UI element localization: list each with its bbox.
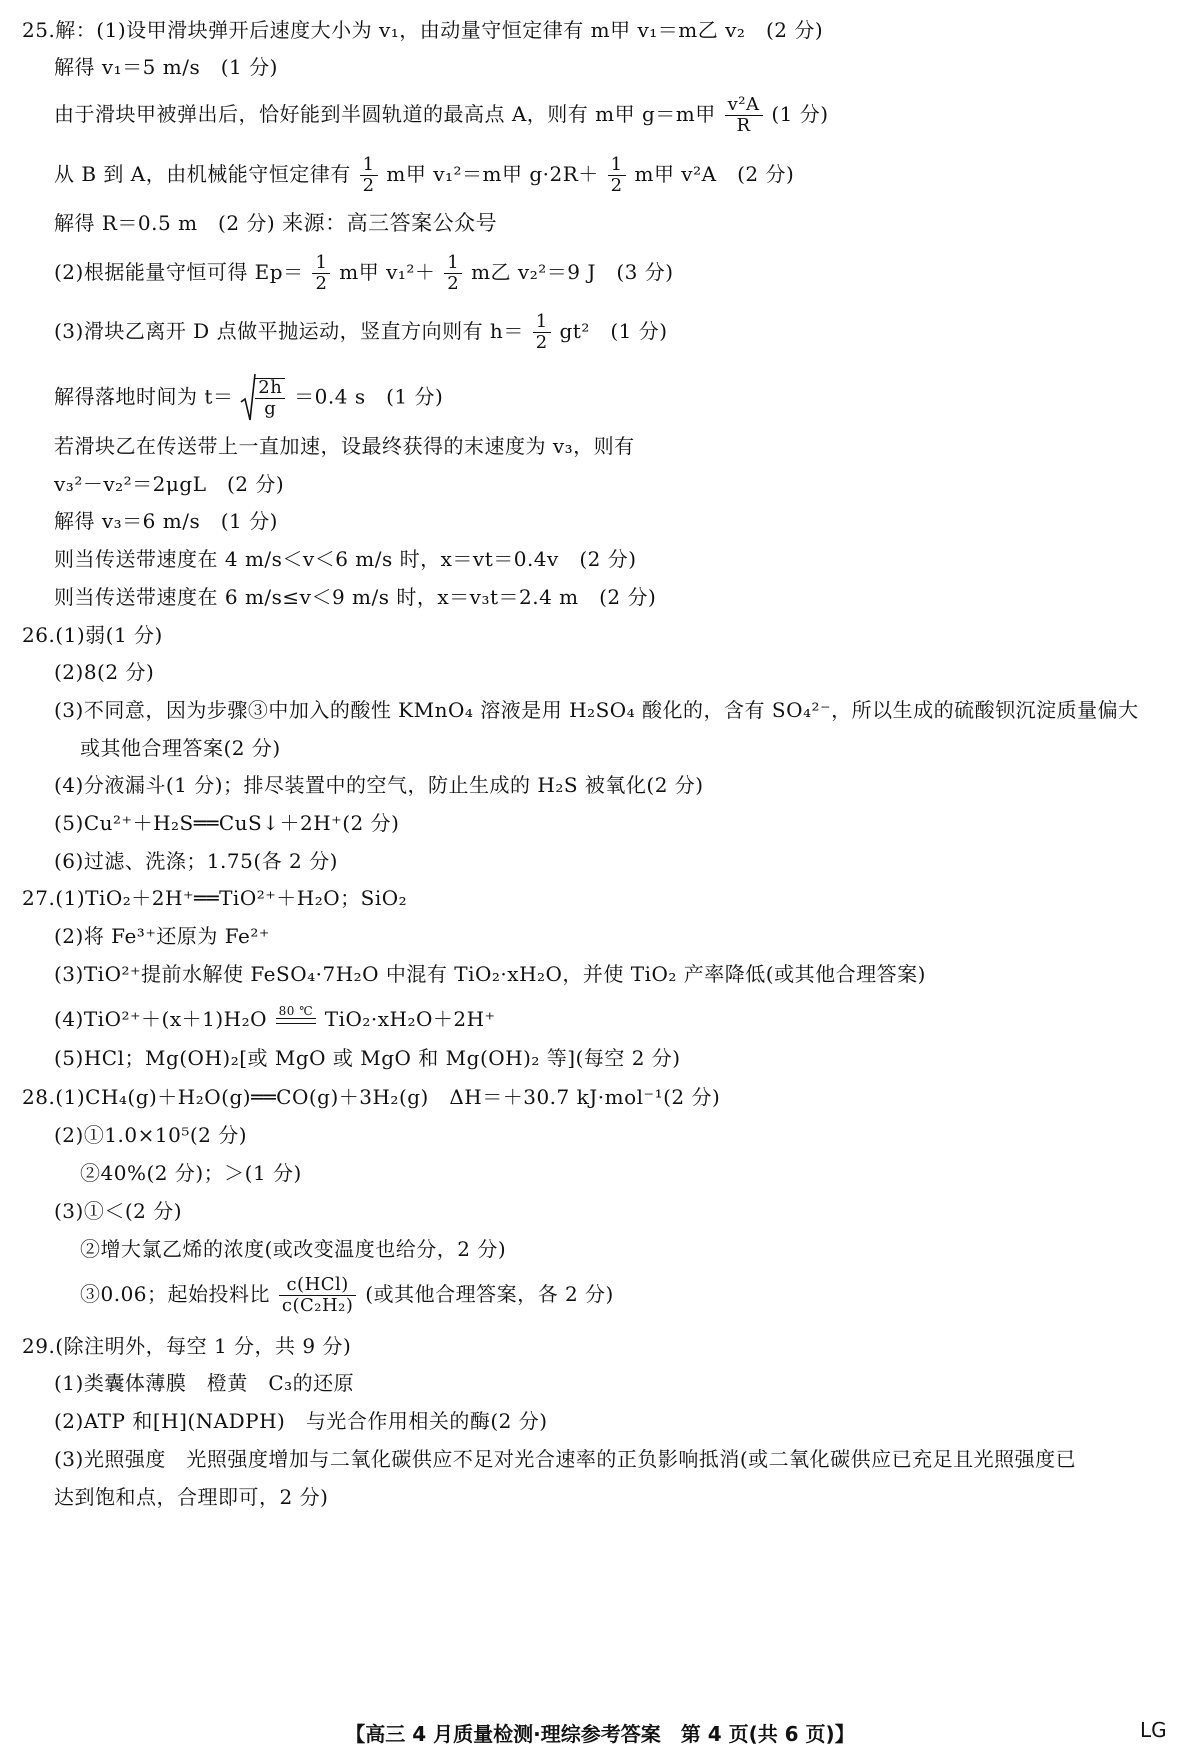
line-25-3 xyxy=(54,313,668,352)
line-25-case2: 则当传送带速度在 6 m/s≤v＜9 m/s 时，x＝v₃t＝2.4 m (2 分) xyxy=(54,585,657,609)
numerator: 2h xyxy=(255,379,285,399)
line-26-1: 26.(1)弱(1 分) xyxy=(22,623,163,647)
line-25-eq: v₃²－v₂²＝2μgL (2 分) xyxy=(54,472,285,496)
line-26-3: (3)不同意，因为步骤③中加入的酸性 KMnO₄ 溶液是用 H₂SO₄ 酸化的，含有 SO₄²⁻，所以生成的硫酸钡沉淀质量偏大 xyxy=(54,698,1139,722)
fraction-vA2-R xyxy=(725,96,763,135)
text: (或其他合理答案，各 2 分) xyxy=(365,1282,614,1306)
source-note: 来源：高三答案公众号 xyxy=(282,211,498,235)
line-29-2: (2)ATP 和[H](NADPH) 与光合作用相关的酶(2 分) xyxy=(54,1409,548,1433)
text: 由于滑块甲被弹出后，恰好能到半圆轨道的最高点 A，则有 m甲 g＝m甲 xyxy=(54,102,716,126)
text: (2)根据能量守恒可得 Ep＝ xyxy=(54,260,304,284)
line-27-3: (3)TiO²⁺提前水解使 FeSO₄·7H₂O 中混有 TiO₂·xH₂O，并使 TiO₂ 产率降低(或其他合理答案) xyxy=(54,962,926,986)
line-29-intro: 29.(除注明外，每空 1 分，共 9 分) xyxy=(22,1334,352,1358)
denominator: 2 xyxy=(535,332,548,353)
text: TiO₂·xH₂O＋2H⁺ xyxy=(324,1007,496,1031)
denominator: 2 xyxy=(362,175,375,196)
line-25-case1: 则当传送带速度在 4 m/s＜v＜6 m/s 时，x＝vt＝0.4v (2 分) xyxy=(54,547,637,571)
numerator: 1 xyxy=(608,156,626,176)
numerator: 1 xyxy=(360,156,378,176)
condition-label: 80 ℃ xyxy=(278,1004,314,1018)
line-26-5: (5)Cu²⁺＋H₂S══CuS↓＋2H⁺(2 分) xyxy=(54,811,400,835)
fraction-half xyxy=(312,254,330,293)
line-25-energy xyxy=(54,156,794,195)
line-26-4: (4)分液漏斗(1 分)；排尽装置中的空气，防止生成的 H₂S 被氧化(2 分) xyxy=(54,773,704,797)
fraction-2h-g xyxy=(255,378,285,418)
line-25-v3: 解得 v₃＝6 m/s (1 分) xyxy=(54,509,278,533)
denominator: g xyxy=(264,398,277,419)
line-28-3-1: (3)①＜(2 分) xyxy=(54,1199,183,1223)
line-25-intro: 25.解：(1)设甲滑块弹开后速度大小为 v₁，由动量守恒定律有 m甲 v₁＝m乙 v₂ (2 分) xyxy=(22,18,824,42)
line-28-3-2: ②增大氯乙烯的浓度(或改变温度也给分，2 分) xyxy=(80,1237,507,1261)
radical-sign xyxy=(240,372,256,424)
text: 解得落地时间为 t＝ xyxy=(54,384,234,409)
text: 解得 R＝0.5 m (2 分) xyxy=(54,211,276,235)
sqrt-expression xyxy=(240,372,287,424)
line-25-accelerate: 若滑块乙在传送带上一直加速，设最终获得的末速度为 v₃，则有 xyxy=(54,434,635,458)
line-28-1: 28.(1)CH₄(g)＋H₂O(g)══CO(g)＋3H₂(g) ΔH＝＋30.7 kJ·mol⁻¹(2 分) xyxy=(22,1085,721,1109)
line-29-3: (3)光照强度 光照强度增加与二氧化碳供应不足对光合速率的正负影响抵消(或二氧化碳供应已充足且光照强度已 xyxy=(54,1447,1077,1471)
fraction-hcl-c2h2 xyxy=(279,1276,357,1315)
fraction-half xyxy=(608,156,626,195)
numerator: c(HCl) xyxy=(279,1276,357,1296)
fraction-half xyxy=(533,313,551,352)
text: (3)滑块乙离开 D 点做平抛运动，竖直方向则有 h＝ xyxy=(54,319,524,343)
numerator: v²A xyxy=(725,96,763,116)
text: ③0.06；起始投料比 xyxy=(80,1282,271,1306)
line-29-3-cont: 达到饱和点，合理即可，2 分) xyxy=(54,1485,329,1509)
text: m乙 v₂²＝9 J (3 分) xyxy=(471,260,674,284)
text: m甲 v²A (2 分) xyxy=(634,162,795,186)
line-25-2 xyxy=(54,254,674,293)
denominator: R xyxy=(736,115,751,136)
denominator: 2 xyxy=(447,273,460,294)
line-28-3-3 xyxy=(80,1276,614,1315)
denominator: 2 xyxy=(610,175,623,196)
fraction-half xyxy=(444,254,462,293)
text: m甲 v₁²＝m甲 g·2R＋ xyxy=(386,162,599,186)
line-28-2-1: (2)①1.0×10⁵(2 分) xyxy=(54,1123,248,1147)
equals-arrow xyxy=(276,1018,316,1024)
text: (4)TiO²⁺＋(x＋1)H₂O xyxy=(54,1007,268,1031)
page-footer: 【高三 4 月质量检测·理综参考答案 第 4 页(共 6 页)】 xyxy=(345,1722,855,1746)
line-26-2: (2)8(2 分) xyxy=(54,660,155,684)
reaction-condition xyxy=(276,1005,316,1029)
numerator: 1 xyxy=(444,254,462,274)
footer-code: LG xyxy=(1140,1718,1167,1742)
line-29-1: (1)类囊体薄膜 橙黄 C₃的还原 xyxy=(54,1371,355,1395)
line-27-2: (2)将 Fe³⁺还原为 Fe²⁺ xyxy=(54,924,270,948)
line-28-2-2: ②40%(2 分)；＞(1 分) xyxy=(80,1161,302,1185)
line-27-5: (5)HCl；Mg(OH)₂[或 MgO 或 MgO 和 Mg(OH)₂ 等](每空 2 分) xyxy=(54,1046,681,1070)
text: ＝0.4 s (1 分) xyxy=(294,384,444,409)
text: 从 B 到 A，由机械能守恒定律有 xyxy=(54,162,351,186)
line-27-4 xyxy=(54,1005,496,1029)
score: (1 分) xyxy=(771,102,829,126)
denominator: c(C₂H₂) xyxy=(281,1295,354,1316)
line-26-3-cont: 或其他合理答案(2 分) xyxy=(80,736,281,760)
line-25-R xyxy=(54,213,497,234)
line-25-time xyxy=(54,372,443,424)
fraction-half xyxy=(360,156,378,195)
text: gt² (1 分) xyxy=(559,319,668,343)
numerator: 1 xyxy=(312,254,330,274)
line-25-v1: 解得 v₁＝5 m/s (1 分) xyxy=(54,55,278,79)
numerator: 1 xyxy=(533,313,551,333)
line-27-1: 27.(1)TiO₂＋2H⁺══TiO²⁺＋H₂O；SiO₂ xyxy=(22,886,408,910)
text: m甲 v₁²＋ xyxy=(339,260,436,284)
line-26-6: (6)过滤、洗涤；1.75(各 2 分) xyxy=(54,849,338,873)
line-25-top-point xyxy=(54,96,829,135)
denominator: 2 xyxy=(315,273,328,294)
